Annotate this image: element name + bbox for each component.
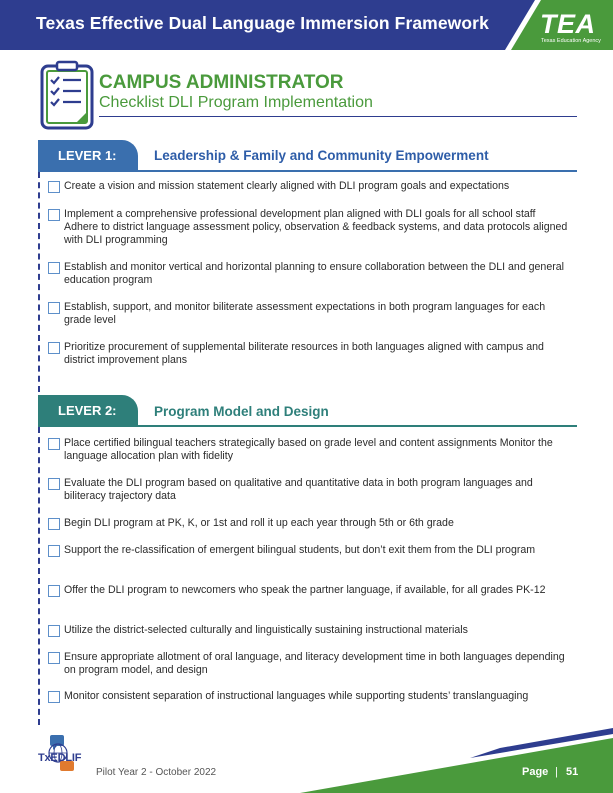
checkbox[interactable] — [48, 585, 60, 597]
item-text: Create a vision and mission statement clearly aligned with DLI program goals and expectations — [64, 180, 510, 192]
checkbox[interactable] — [48, 181, 60, 193]
checklist-item — [48, 584, 568, 597]
checklist-item — [48, 341, 568, 367]
checkbox[interactable] — [48, 302, 60, 314]
checklist-item — [48, 208, 568, 248]
item-text: Establish, support, and monitor biliterate assessment expectations in both program languages for each grade level — [64, 301, 546, 327]
footer-decoration — [0, 720, 613, 793]
checkbox[interactable] — [48, 209, 60, 221]
checklist-subtitle: Checklist DLI Program Implementation — [99, 94, 373, 111]
checklist-item — [48, 261, 568, 287]
item-text: Establish and monitor vertical and horizontal planning to ensure collaboration between the DLI and general education program — [64, 261, 564, 287]
item-text: Place certified bilingual teachers strategically based on grade level and content assignments Monitor the language allocation plan with fidelity — [64, 437, 553, 463]
item-text: Prioritize procurement of supplemental biliterate resources in both languages aligned with campus and district improvement plans — [64, 341, 544, 367]
checkbox[interactable] — [48, 478, 60, 490]
checkbox[interactable] — [48, 691, 60, 703]
lever1-tab: LEVER 1: — [38, 140, 138, 172]
tea-logo-subtext: Texas Education Agency — [541, 38, 601, 44]
checkbox[interactable] — [48, 652, 60, 664]
checkbox[interactable] — [48, 625, 60, 637]
checklist-item — [48, 690, 568, 703]
item-text: Ensure appropriate allotment of oral language, and literacy development time in both languages depending on program model, and design — [64, 651, 565, 677]
checklist-item — [48, 301, 568, 327]
lever1-dashed-line — [38, 172, 40, 392]
checklist-item — [48, 477, 568, 503]
item-text: Begin DLI program at PK, K, or 1st and roll it up each year through 5th or 6th grade — [64, 517, 454, 529]
checklist-item — [48, 544, 568, 557]
checklist-item — [48, 180, 568, 193]
txedlif-logo-text: TxEDLIF — [38, 752, 82, 764]
checkbox[interactable] — [48, 518, 60, 530]
checklist-item — [48, 437, 568, 463]
page-header — [0, 0, 613, 50]
page-label: Page — [522, 766, 549, 778]
page-separator: | — [555, 766, 558, 778]
item-text: Utilize the district-selected culturally and linguistically sustaining instructional materials — [64, 624, 468, 636]
lever2-dashed-line — [38, 427, 40, 725]
lever1-heading: Leadership & Family and Community Empowerment — [154, 148, 489, 163]
checkbox[interactable] — [48, 342, 60, 354]
item-text: Support the re-classification of emergent bilingual students, but don’t exit them from the DLI program — [64, 544, 536, 556]
checklist-item — [48, 624, 568, 637]
title-divider — [99, 116, 577, 117]
item-text: Implement a comprehensive professional development plan aligned with DLI goals for all school staff Adhere to district language assessment policy, observation & feedback systems, and data protocols aligned with DLI programming — [64, 208, 568, 247]
checkbox[interactable] — [48, 438, 60, 450]
tea-logo: TEA — [540, 9, 596, 39]
checkbox[interactable] — [48, 545, 60, 557]
checklist-item — [48, 651, 568, 677]
item-text: Monitor consistent separation of instructional languages while supporting students’ translanguaging — [64, 690, 529, 702]
lever2-heading: Program Model and Design — [154, 404, 329, 419]
role-title: CAMPUS ADMINISTRATOR — [99, 72, 344, 93]
edition-label: Pilot Year 2 - October 2022 — [96, 767, 217, 778]
item-text: Evaluate the DLI program based on qualitative and quantitative data in both program languages and biliteracy trajectory data — [64, 477, 533, 503]
checkbox[interactable] — [48, 262, 60, 274]
clipboard-checklist-icon — [40, 60, 94, 130]
page-number: 51 — [566, 766, 579, 778]
lever2-tab: LEVER 2: — [38, 395, 138, 427]
item-text: Offer the DLI program to newcomers who speak the partner language, if available, for all grades PK-12 — [64, 584, 546, 596]
framework-title: Texas Effective Dual Language Immersion Framework — [36, 13, 489, 33]
checklist-item — [48, 517, 568, 530]
